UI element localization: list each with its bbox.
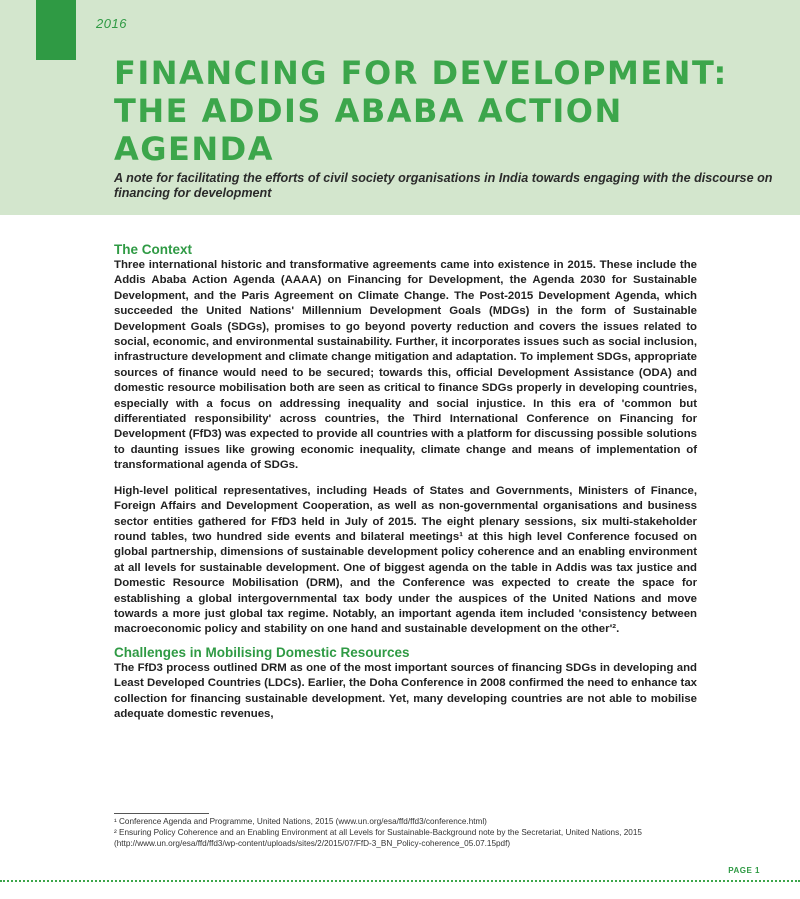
document-title — [114, 54, 774, 168]
footnote-2: ² Ensuring Policy Coherence and an Enabling Environment at all Levels for Sustainable-Background note by the Secretariat, United Nations, 2015 (http://www.un.org/esa/ffd/ffd3/wp-content/uploads/sites/2/2015/07/FfD-3_BN_Policy-coherence_05.07.15pdf) — [114, 828, 642, 848]
title-line: THE ADDIS ABABA ACTION — [114, 92, 623, 130]
footnote-divider — [114, 813, 209, 814]
title-line: AGENDA — [114, 130, 274, 168]
bottom-dotted-rule — [0, 880, 800, 882]
context-paragraph-1: Three international historic and transformative agreements came into existence in 2015. These include the Addis Ababa Action Agenda (AAAA) on Financing for Development, the Agenda 2030 for Sustainable Development, and the Paris Agreement on Climate Change. The Post-2015 Development Agenda, which succeeded the United Nations' Millennium Development Goals (MDGs) in the form of Sustainable Development Goals (SDGs), promises to go beyond poverty reduction and covers the issues related to social, economic, and environmental sustainability. Further, it incorporates issues such as social inclusion, infrastructure development and climate change mitigation and adaptation. To implement SDGs, appropriate sources of finance would need to be secured; towards this, official Development Assistance (ODA) and domestic resource mobilisation both are seen as critical to finance SDGs properly in developing countries, especially with a focus on addressing inequality and social injustice. In this era of 'common but differentiated responsibility' across countries, the Third International Conference on Financing for Development (FfD3) was expected to provide all countries with a platform for discussing possible solutions to daunting issues like growing economic inequality, climate change and means of implementation of transformational agenda of SDGs. — [114, 259, 697, 472]
section-heading-context: The Context — [114, 242, 193, 257]
page-number: PAGE 1 — [728, 866, 760, 875]
footnotes — [114, 816, 702, 849]
document-subtitle: A note for facilitating the efforts of civil society organisations in India towards engaging with the discourse on financing for development — [114, 171, 773, 200]
accent-tab — [36, 0, 76, 60]
year-label: 2016 — [96, 16, 127, 31]
footnote-1: ¹ Conference Agenda and Programme, United Nations, 2015 (www.un.org/esa/ffd/ffd3/conference.html) — [114, 817, 487, 826]
title-line: FINANCING FOR DEVELOPMENT: — [114, 54, 728, 92]
context-paragraph-2: High-level political representatives, including Heads of States and Governments, Ministers of Finance, Foreign Affairs and Development Cooperation, as well as non-governmental organisations and business sector entities gathered for FfD3 held in July of 2015. The eight plenary sessions, six multi-stakeholder round tables, two hundred side events and bilateral meetings¹ at this high level Conference focused on global partnership, dimensions of sustainable development policy coherence and an enabling environment at all levels for sustainable development. One of biggest agenda on the table in Addis was tax justice and Domestic Resource Mobilisation (DRM), and the Conference was expected to create the space for establishing a global intergovernmental tax body under the auspices of the United Nations and move towards a more just global tax regime. Notably, an important agenda item included 'consistency between macroeconomic policy and stability on one hand and sustainable development on the other'². — [114, 484, 697, 636]
main-content — [114, 241, 697, 722]
section-heading-challenges: Challenges in Mobilising Domestic Resources — [114, 644, 410, 660]
challenges-paragraph: The FfD3 process outlined DRM as one of the most important sources of financing SDGs in developing and Least Developed Countries (LDCs). Earlier, the Doha Conference in 2008 confirmed the need to enhance tax collection for financing sustainable development. Yet, many developing countries are not able to mobilise adequate domestic revenues, — [114, 661, 697, 720]
